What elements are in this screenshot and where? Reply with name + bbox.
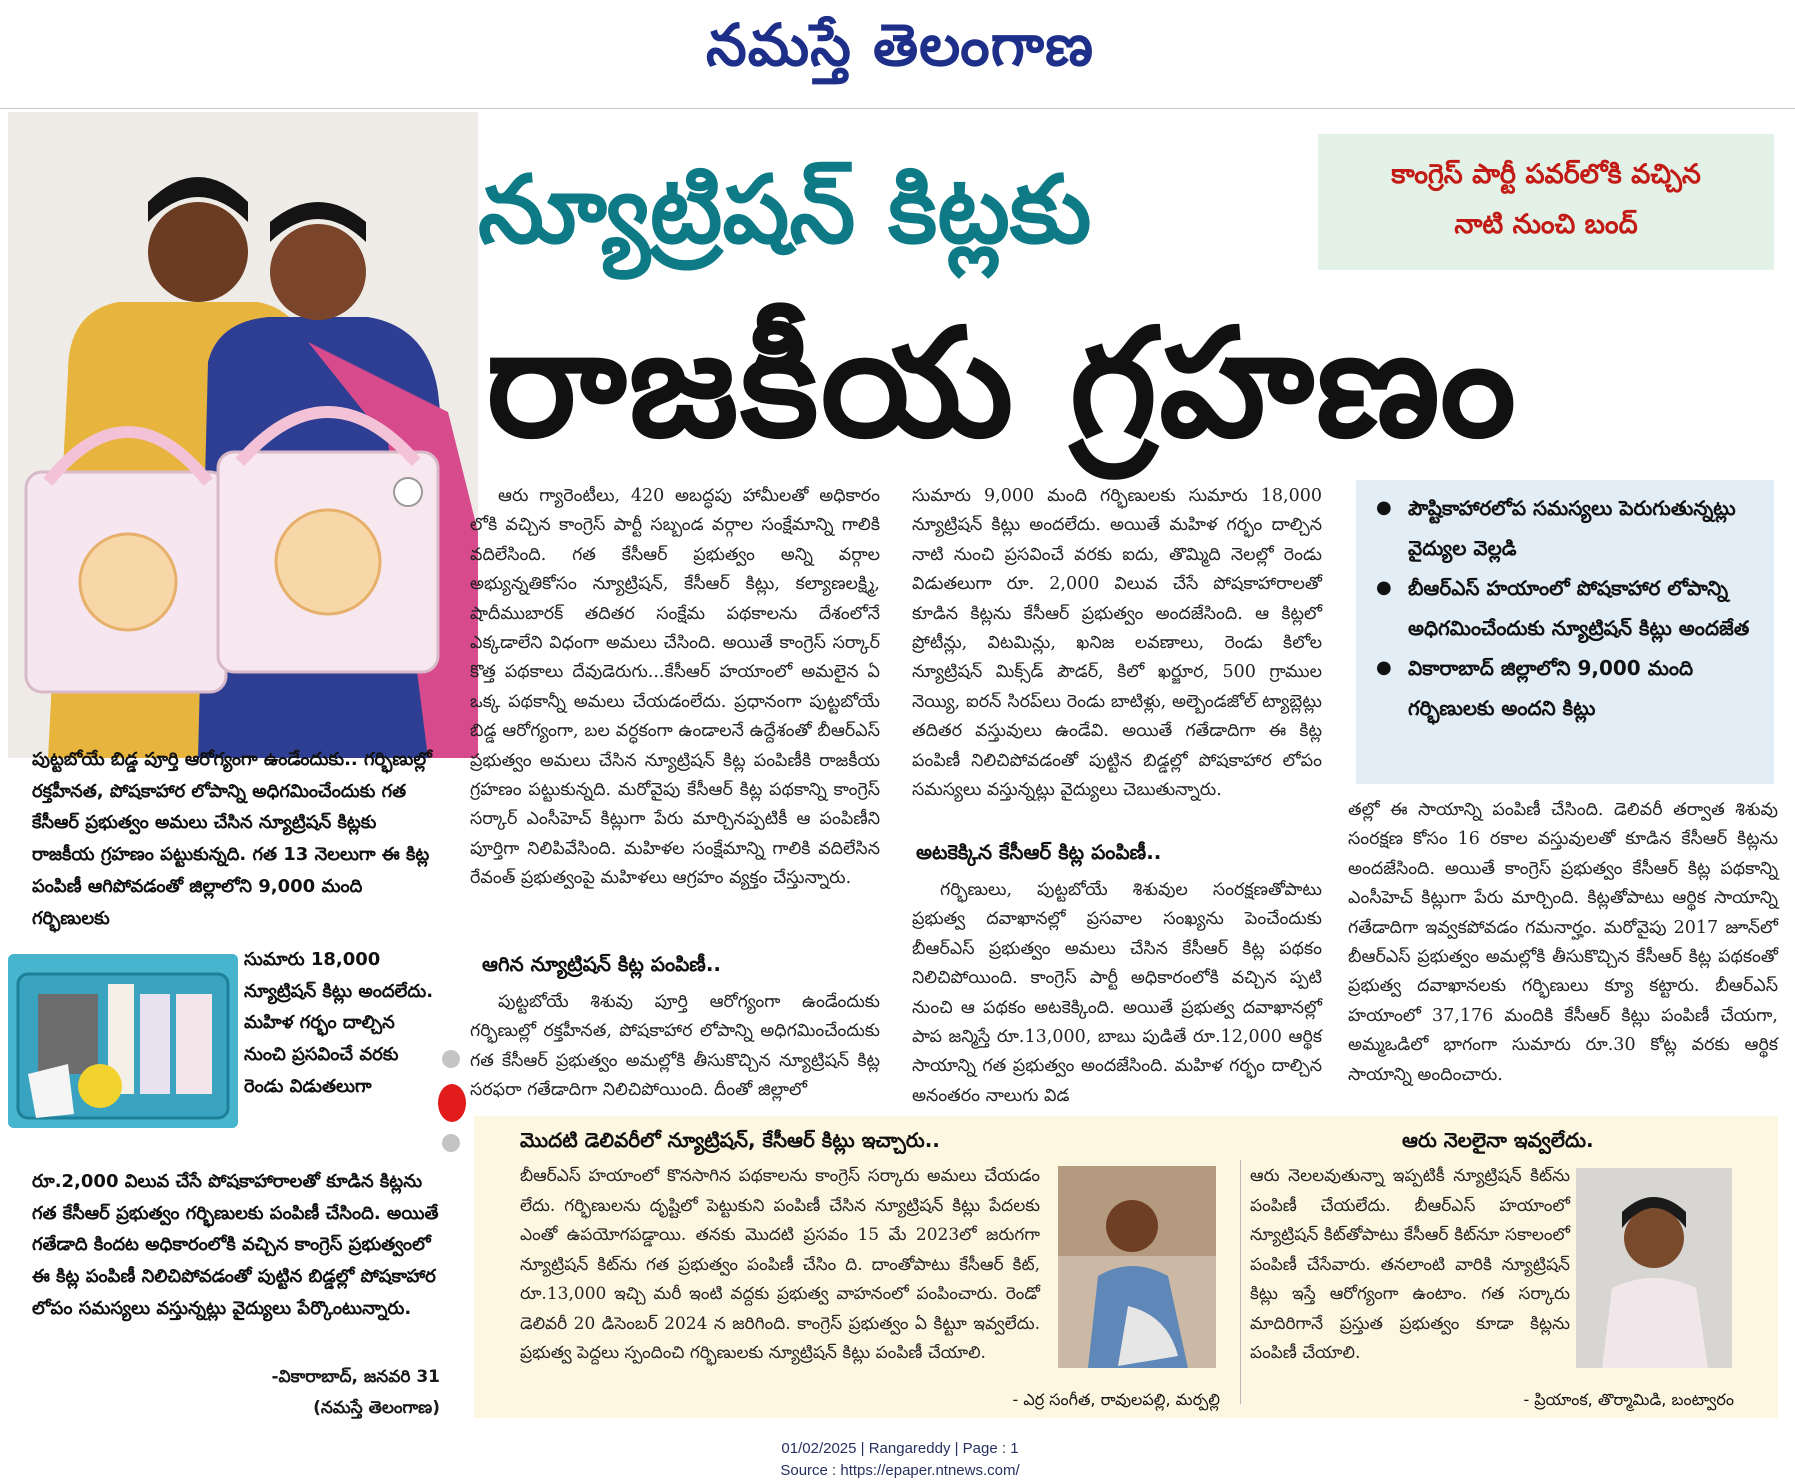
article-column-2 [912,482,1322,805]
red-dot-icon [438,1084,466,1122]
article-paragraph: సుమారు 9,000 మంది గర్భిణులకు సుమారు 18,000 న్యూట్రిషన్ కిట్లు అందలేదు. అయితే మహిళ గర్భం దాల్చిన నాటి నుంచి ప్రసవించే వరకు ఐదు, తొమ్మిది నెలల్లో రెండు విడుతలుగా రూ. 2,000 విలువ చేసే పోషకాహారాలతో కూడిన కిట్లను కేసీఆర్ ప్రభుత్వం అందజేసింది. ఆ కిట్లలో ప్రోటీన్లు, విటమిన్లు, ఖనిజ లవణాలు, రెండు కిలోల న్యూట్రిషన్ మిక్స్‌డ్ పౌడర్, కిలో ఖర్జూర, 500 గ్రాముల నెయ్యి, ఐరన్ సిరప్‌లు రెండు బాటిళ్లు, అల్బెండజోల్ ట్యాబ్లెట్లు తదితర వస్తువులు ఉండేవి. అయితే గతేడాదిగా ఈ కిట్ల పంపిణీ నిలిచిపోవడంతో పుట్టిన బిడ్డల్లో పోషకాహార లోపం సమస్యలు వస్తున్నట్లు వైద్యులు చెబుతున్నారు. [912,486,1322,801]
article-paragraph: గర్భిణులు, పుట్టబోయే శిశువుల సంరక్షణతోపాటు ప్రభుత్వ దవాఖానల్లో ప్రసవాల సంఖ్యను పెంచేందుకు బీఆర్‌ఎస్ ప్రభుత్వం అమలు చేసిన కేసీఆర్ కిట్ల పథకం నిలిచిపోయింది. కాంగ్రెస్ పార్టీ అధికారంలోకి వచ్చిన ప్పటి నుంచి ఆ పథకం అటకెక్కింది. అయితే ప్రభుత్వ దవాఖానల్లో పాప జన్మిస్తే రూ.13,000, బాబు పుడితే రూ.12,000 ఆర్థిక సాయాన్ని గత ప్రభుత్వం అందజేసింది. మహిళ గర్భం దాల్చిన అనంతరం నాలుగు విడ [912,880,1322,1106]
article-paragraph: ఆరు గ్యారెంటీలు, 420 అబద్ధపు హామీలతో అధికారం లోకి వచ్చిన కాంగ్రెస్ పార్టీ సబ్బండ వర్గాల సంక్షేమాన్ని గాలికి వదిలేసింది. గత కేసీఆర్ ప్రభుత్వం అన్ని వర్గాల అభ్యున్నతికోసం న్యూట్రిషన్, కేసీఆర్ కిట్లు, కల్యాణలక్ష్మి, షాదీముబారక్ తదితర సంక్షేమ పథకాలను దేశంలోనే ఎక్కడాలేని విధంగా అమలు చేసింది. అయితే కాంగ్రెస్ సర్కార్ కొత్త పథకాలు దేవుడెరుగు...కేసీఆర్ హయాంలో అమలైన ఏ ఒక్క పథకాన్నీ అమలు చేయడంలేదు. ప్రధానంగా పుట్టబోయే బిడ్డ ఆరోగ్యంగా, బల వర్ధకంగా ఉండాలనే ఉద్దేశంతో బీఆర్‌ఎస్ ప్రభుత్వం అమలు చేసిన న్యూట్రిషన్ కిట్ల పంపిణీకి రాజకీయ గ్రహణం పట్టుకున్నది. మరోవైపు కేసీఆర్ కిట్ల పథకాన్ని కాంగ్రెస్ సర్కార్ ఎంసీహెచ్ కిట్లుగా పేరు మార్చినప్పటికీ ఆ పంపిణీని పూర్తిగా నిలిపివేసింది. మహిళల సంక్షేమాన్ని గాలికి వదిలేసిన రేవంత్ ప్రభుత్వంపై మహిళలు ఆగ్రహం వ్యక్తం చేస్తున్నారు. [470,486,880,889]
photo-testimonial-2 [1576,1168,1732,1368]
subhead-kcr-kits: అటకెక్కిన కేసీఆర్ కిట్ల పంపిణీ.. [916,840,1162,864]
photo-testimonial-1 [1058,1166,1216,1368]
dateline [160,1362,440,1424]
callout-line-2: నాటి నుంచి బంద్ [1454,209,1638,240]
testimonial-1-signature: - ఎర్ర సంగీత, రావులపల్లి, మర్పల్లి [1012,1390,1220,1409]
testimonial-1-body: బీఆర్‌ఎస్ హయాంలో కొనసాగిన పథకాలను కాంగ్రెస్ సర్కారు అమలు చేయడం లేదు. గర్భిణులను దృష్టిలో పెట్టుకుని పంపిణీ చేసిన న్యూట్రిషన్ కిట్లు పేదలకు ఎంతో ఉపయోగపడ్డాయి. తనకు మొదటి ప్రసవం 15 మే 2023లో జరుగగా న్యూట్రిషన్ కిట్‌ను గత ప్రభుత్వం పంపిణీ చేసిం ది. దాంతోపాటు కేసీఆర్ కిట్, రూ.13,000 ఇచ్చి మరీ ఇంటి వద్దకు ప్రభుత్వ వాహనంలో పంపించారు. రెండో డెలివరీ 20 డిసెంబర్ 2024 న జరిగింది. కాంగ్రెస్ ప్రభుత్వం ఏ కిట్టూ ఇవ్వలేదు. ప్రభుత్వ పెద్దలు స్పందించి గర్భిణులకు న్యూట్రిషన్ కిట్లు పంపిణీ చేయాలి. [520,1166,1040,1363]
article-column-3 [1348,796,1778,1090]
grey-dot-icon [442,1050,460,1068]
testimonial-1-title: మొదటి డెలివరీలో న్యూట్రిషన్, కేసీఆర్ కిట్లు ఇచ్చారు.. [520,1128,940,1152]
article-column-1 [470,482,880,894]
headline-main: రాజకీయ గ్రహణం [486,297,1518,471]
article-column-2-continued [912,876,1322,1111]
article-column-1-continued [470,988,880,1106]
footer [600,1438,1200,1482]
masthead-rule [0,108,1795,109]
footer-date-page: 01/02/2025 | Rangareddy | Page : 1 [781,1440,1019,1457]
footer-source: Source : https://epaper.ntnews.com/ [780,1462,1020,1479]
grey-dot-icon [442,1134,460,1152]
decorative-dots [438,1050,466,1160]
dateline-credit: (నమస్తే తెలంగాణ) [313,1398,440,1418]
testimonial-2-title: ఆరు నెలలైనా ఇవ్వలేదు. [1402,1128,1594,1152]
photo-nutrition-kit-contents [8,954,238,1128]
subhead-stopped-kits: ఆగిన న్యూట్రిషన్ కిట్ల పంపిణీ.. [482,952,722,976]
highlight-item: ● పౌష్టికాహారలోప సమస్యలు పెరుగుతున్నట్లు వైద్యుల వెల్లడి [1376,488,1764,568]
lead-text-part-2: సుమారు 18,000 న్యూట్రిషన్ కిట్లు అందలేదు. మహిళ గర్భం దాల్చిన నుంచి ప్రసవించే వరకు రెండు విడుతలుగా [244,949,434,1097]
testimonial-divider [1240,1160,1241,1404]
highlight-item: ● వికారాబాద్ జిల్లాలోని 9,000 మంది గర్భిణులకు అందని కిట్లు [1376,648,1764,728]
photo-women-with-kits [8,112,478,758]
lead-text-part-3: రూ.2,000 విలువ చేసే పోషకాహారాలతో కూడిన కిట్లను గత కేసీఆర్ ప్రభుత్వం గర్భిణులకు పంపిణీ చేసింది. అయితే గతేడాది కిందట అధికారంలోకి వచ్చిన కాంగ్రెస్ ప్రభుత్వంలో ఈ కిట్ల పంపిణీ నిలిచిపోవడంతో పుట్టిన బిడ్డల్లో పోషకాహార లోపం సమస్యలు వస్తున్నట్లు వైద్యులు పేర్కొంటున్నారు. [32,1171,439,1319]
article-paragraph: తల్లో ఈ సాయాన్ని పంపిణీ చేసింది. డెలివరీ తర్వాత శిశువు సంరక్షణ కోసం 16 రకాల వస్తువులతో కూడిన కేసీఆర్ కిట్లను అందజేసింది. అయితే కాంగ్రెస్ ప్రభుత్వం కేసీఆర్ కిట్ల పథకాన్ని ఎంసీహెచ్ కిట్లుగా పేరు మార్చింది. కిట్లతోపాటు ఆర్థిక సాయాన్ని గతేడాదిగా ఇవ్వకపోవడం గమనార్హం. మరోవైపు 2017 జూన్‌లో బీఆర్‌ఎస్ ప్రభుత్వం అమల్లోకి తీసుకొచ్చిన కేసీఆర్ కిట్ల పథకంతో ప్రభుత్వ దవాఖానలకు గర్భిణులు క్యూ కట్టారు. బీఆర్‌ఎస్ హయాంలో 37,176 మందికి కేసీఆర్ కిట్లు పంపిణీ చేయగా, అమ్మఒడిలో భాగంగా సుమారు రూ.30 కోట్ల వరకు ఆర్థిక సాయాన్ని అందించారు. [1348,800,1778,1085]
dateline-place-date: -వికారాబాద్, జనవరి 31 [271,1367,440,1387]
highlight-item: ● బీఆర్‌ఎస్ హయాంలో పోషకాహార లోపాన్ని అధిగమించేందుకు న్యూట్రిషన్ కిట్లు అందజేత [1376,568,1764,648]
testimonial-2-signature: - ప్రియాంక, తొర్మామిడి, బంట్వారం [1523,1390,1734,1409]
testimonial-2-body: ఆరు నెలలవుతున్నా ఇప్పటికీ న్యూట్రిషన్ కిట్‌ను పంపిణీ చేయలేదు. బీఆర్‌ఎస్ హయాంలో న్యూట్రిషన్ కిట్‌తోపాటు కేసీఆర్ కిట్‌నూ సకాలంలో పంపిణీ చేసేవారు. తనలాంటి వారికి న్యూట్రిషన్ కిట్లు ఇస్తే ఆరోగ్యంగా ఉంటాం. గత సర్కారు మాదిరిగానే ప్రస్తుత ప్రభుత్వం కూడా కిట్లను పంపిణీ చేయాలి. [1250,1166,1570,1363]
highlights-box [1356,480,1774,784]
headline-kicker: న్యూట్రిషన్ కిట్లకు [478,156,1092,265]
callout-box [1318,134,1774,270]
lead-text-part-1: పుట్టబోయే బిడ్డ పూర్తి ఆరోగ్యంగా ఉండేందుకు.. గర్భిణుల్లో రక్తహీనత, పోషకాహార లోపాన్ని అధిగమించేందుకు గత కేసీఆర్ ప్రభుత్వం అమలు చేసిన న్యూట్రిషన్ కిట్లకు రాజకీయ గ్రహణం పట్టుకున్నది. గత 13 నెలలుగా ఈ కిట్ల పంపిణీ ఆగిపోవడంతో జిల్లాలోని 9,000 మంది గర్భిణులకు [32,749,432,929]
article-paragraph: పుట్టబోయే శిశువు పూర్తి ఆరోగ్యంగా ఉండేందుకు గర్భిణుల్లో రక్తహీనత, పోషకాహార లోపాన్ని అధిగమించేందుకు గత కేసీఆర్ ప్రభుత్వం అమల్లోకి తీసుకొచ్చిన న్యూట్రిషన్ కిట్ల సరఫరా గతేడాదిగా నిలిచిపోయింది. దీంతో జిల్లాలో [470,992,880,1101]
callout-line-1: కాంగ్రెస్ పార్టీ పవర్‌లోకి వచ్చిన [1391,159,1701,190]
masthead: నమస్తే తెలంగాణ [706,11,1094,79]
